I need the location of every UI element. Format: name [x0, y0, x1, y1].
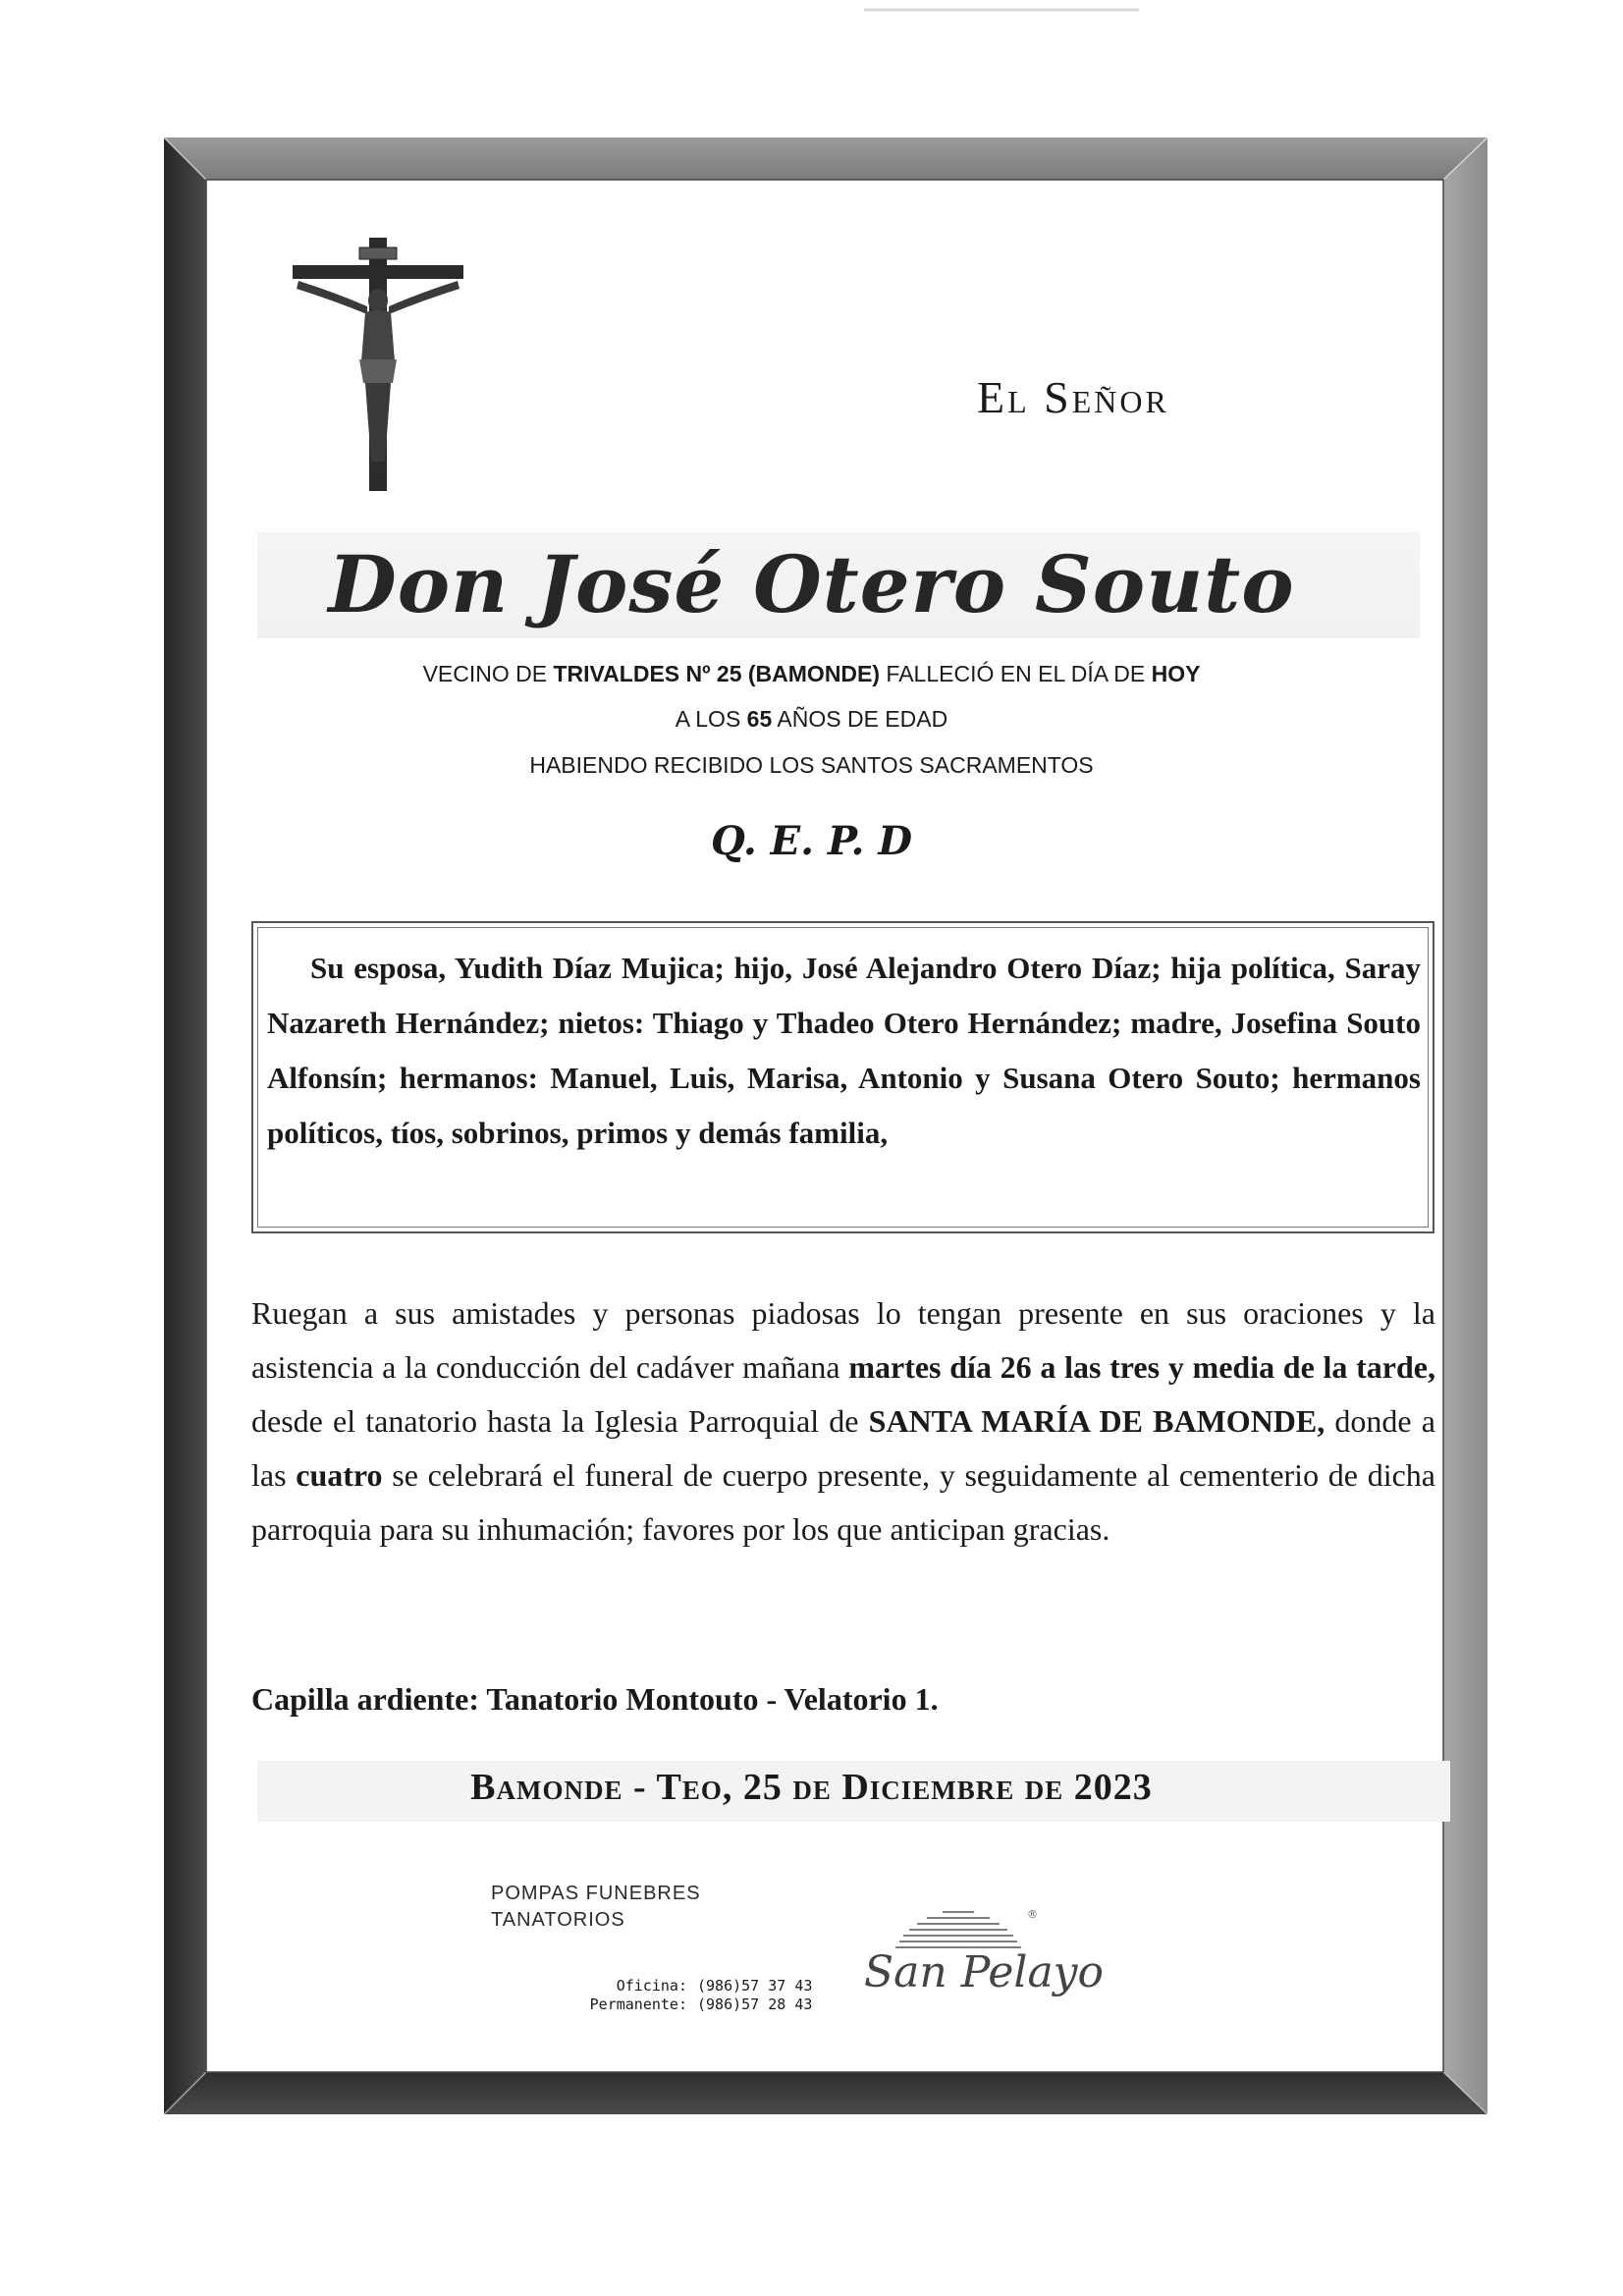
- san-pelayo-logo: [844, 1900, 1105, 2008]
- office-phone-row: [550, 1977, 812, 1995]
- place-date-line: Bamonde - Teo, 25 de Diciembre de 2023: [470, 1767, 1153, 1808]
- age-line: A LOS 65 AÑOS DE EDAD: [675, 706, 948, 732]
- office-label: Oficina:: [616, 1977, 687, 1995]
- family-list: Su esposa, Yudith Díaz Mujica; hijo, José Alejandro Otero Díaz; hija política, Saray Nazareth Hernández; nietos: Thiago y Thadeo Otero Hernández; madre, Josefina Souto Alfonsín; hermanos: Manuel, Luis, Marisa, Antonio y Susana Otero Souto; hermanos políticos, tíos, sobrinos, primos y demás familia,: [267, 951, 1421, 1150]
- office-phone: (986)57 37 43: [697, 1977, 813, 1995]
- phone-list: [550, 1977, 812, 2014]
- permanent-phone: (986)57 28 43: [697, 1995, 813, 2013]
- deceased-name: Don José Otero Souto: [328, 538, 1295, 630]
- family-box: [251, 921, 1434, 1233]
- chapel-line: Capilla ardiente: Tanatorio Montouto - Velatorio 1.: [251, 1681, 939, 1717]
- logo-wordmark: San Pelayo: [864, 1947, 1105, 1997]
- company-line-2: TANATORIOS: [491, 1909, 625, 1931]
- company-name: [491, 1881, 701, 1934]
- title-el-senor: El Señor: [977, 372, 1169, 422]
- company-line-1: POMPAS FUNEBRES: [491, 1883, 701, 1904]
- permanent-phone-row: [550, 1995, 812, 2014]
- sacraments-line: HABIENDO RECIBIDO LOS SANTOS SACRAMENTOS: [529, 752, 1094, 778]
- crucifix-icon: [287, 236, 469, 493]
- qepd-text: Q. E. P. D: [710, 818, 913, 864]
- registered-mark: ®: [1027, 1908, 1038, 1921]
- funeral-request-paragraph: Ruegan a sus amistades y personas piadosas lo tengan presente en sus oraciones y la asistencia a la conducción del cadáver mañana martes día 26 a las tres y media de la tarde, desde el tanatorio hasta la Iglesia Parroquial de SANTA MARÍA DE BAMONDE, donde a las cuatro se celebrará el funeral de cuerpo presente, y seguidamente al cementerio de dicha parroquia para su inhumación; favores por los que anticipan gracias.: [251, 1295, 1436, 1547]
- residence-line: VECINO DE TRIVALDES Nº 25 (BAMONDE) FALLECIÓ EN EL DÍA DE HOY: [422, 661, 1201, 686]
- permanent-label: Permanente:: [589, 1995, 687, 2013]
